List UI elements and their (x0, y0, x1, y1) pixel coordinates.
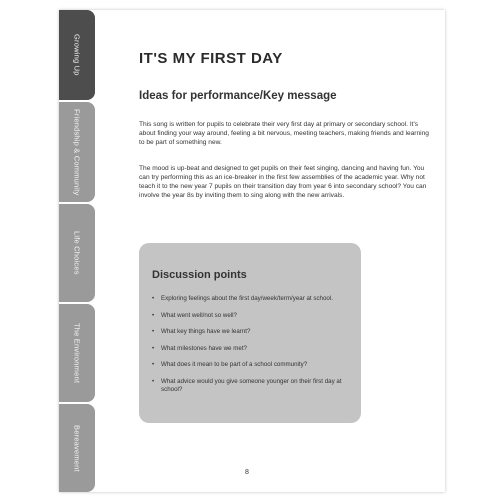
intro-paragraph: This song is written for pupils to celebrate their very first day at primary or secondary school. It's about finding your way around, feeling a bit nervous, meeting teachers, making friends and learning to be part of something new. (139, 121, 429, 146)
discussion-point: • What advice would you give someone younger on their first day at school? (152, 378, 349, 395)
tab-life-choices[interactable] (59, 204, 95, 302)
tab-label: The Environment (72, 322, 82, 384)
discussion-point: • What milestones have we met? (152, 345, 349, 354)
tab-label: Friendship & Community (72, 108, 82, 196)
page-number: 8 (245, 469, 249, 476)
page-title: IT'S MY FIRST DAY (139, 50, 283, 67)
section-subtitle: Ideas for performance/Key message (139, 90, 337, 102)
discussion-point: • What does it mean to be part of a school community? (152, 361, 349, 370)
discussion-box (139, 243, 361, 423)
discussion-point: • What key things have we learnt? (152, 328, 349, 337)
tab-growing-up[interactable] (59, 10, 95, 100)
tab-the-environment[interactable] (59, 304, 95, 402)
tab-friendship-community[interactable] (59, 102, 95, 202)
discussion-heading: Discussion points (152, 269, 247, 281)
discussion-points-list (152, 295, 349, 395)
mood-paragraph: The mood is up-beat and designed to get pupils on their feet singing, dancing and having fun. You can try performing this as an ice-breaker in the first few assemblies of the academic year. Why not teach it to the new year 7 pupils on their transition day from year 6 into secondary school? You can involve the year 8s by inviting them to sing along with the new arrivals. (139, 165, 427, 199)
tab-bereavement[interactable] (59, 404, 95, 492)
tab-label: Life Choices (72, 231, 82, 275)
document-page (59, 10, 445, 492)
section-tabs (59, 10, 95, 492)
tab-label: Growing Up (72, 34, 82, 76)
tab-label: Bereavement (72, 424, 82, 472)
discussion-point: • Exploring feelings about the first day/week/term/year at school. (152, 295, 349, 304)
discussion-point: • What went well/not so well? (152, 312, 349, 321)
